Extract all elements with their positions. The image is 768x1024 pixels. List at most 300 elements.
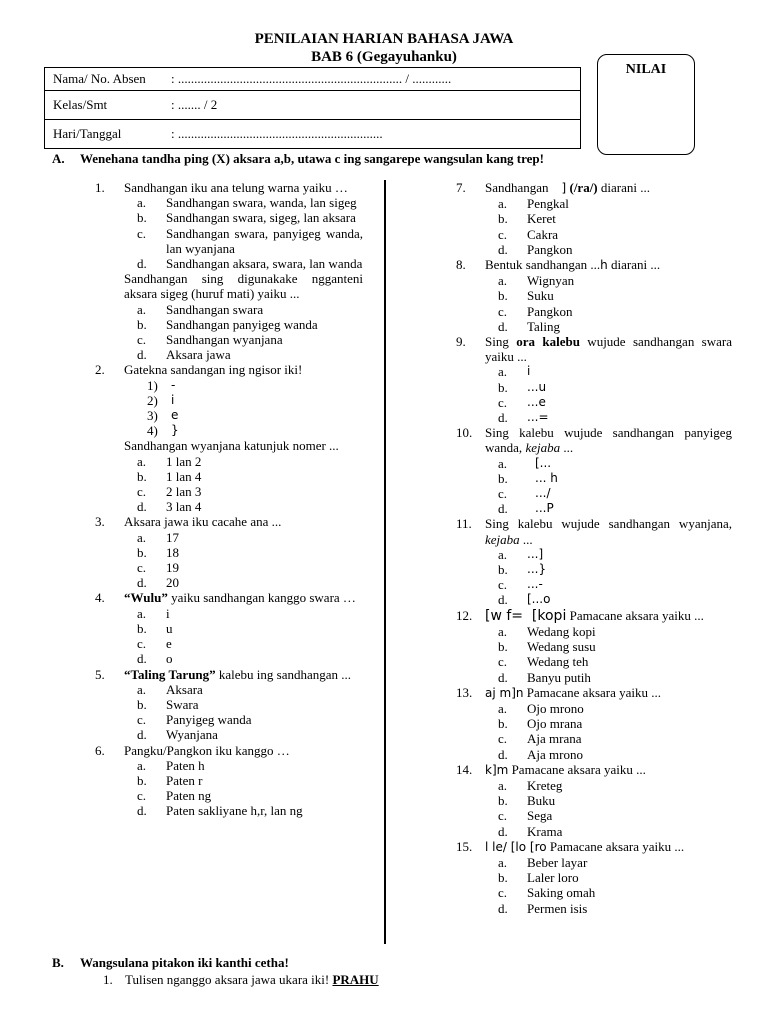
option-letter: d. bbox=[498, 241, 508, 257]
option-letter: c. bbox=[137, 225, 147, 241]
option-letter: c. bbox=[498, 577, 508, 593]
option-letter: c. bbox=[137, 560, 147, 576]
option[interactable] bbox=[95, 697, 363, 712]
option-text: Sandhangan aksara, swara, lan wanda bbox=[166, 256, 363, 272]
question-9 bbox=[456, 334, 732, 425]
option[interactable] bbox=[456, 793, 732, 808]
option-letter: b. bbox=[137, 696, 147, 712]
question-text-rest: wujude sandhangan swara yaiku ... bbox=[485, 334, 732, 365]
question-text-rest: yaiku sandhangan kanggo swara … bbox=[167, 590, 356, 606]
right-column bbox=[456, 180, 732, 916]
javanese-script: l le/ [lo [ro bbox=[485, 839, 547, 854]
option-text: Kreteg bbox=[527, 777, 563, 793]
document-title: PENILAIAN HARIAN BAHASA JAWA bbox=[254, 31, 514, 47]
question-text-rest: Pamacane aksara yaiku ... bbox=[508, 761, 646, 777]
question-text bbox=[485, 257, 732, 273]
option[interactable] bbox=[456, 380, 732, 395]
question-text-rest: diarani ... bbox=[607, 257, 661, 273]
option-letter: d. bbox=[498, 501, 508, 517]
question-number: 4. bbox=[95, 590, 105, 606]
question-text-rest: ... bbox=[560, 440, 574, 456]
option-letter: a. bbox=[137, 195, 147, 211]
left-column bbox=[95, 180, 363, 819]
option-letter: c. bbox=[137, 788, 147, 804]
option-letter: c. bbox=[498, 394, 508, 410]
question-number: 7. bbox=[456, 180, 466, 195]
javanese-script: [... bbox=[535, 455, 552, 470]
option[interactable] bbox=[95, 560, 363, 575]
option[interactable] bbox=[95, 621, 363, 636]
option-text: Keret bbox=[527, 211, 556, 227]
section-a-heading bbox=[52, 151, 544, 167]
sub-item bbox=[95, 393, 363, 408]
column-divider bbox=[384, 180, 386, 944]
option-letter: c. bbox=[498, 486, 508, 502]
option-letter: c. bbox=[137, 332, 147, 348]
question-text-rest: Pamacane aksara yaiku ... bbox=[546, 838, 685, 854]
option[interactable] bbox=[456, 731, 732, 746]
question-text bbox=[485, 516, 732, 546]
option-text: Wedang susu bbox=[527, 639, 596, 655]
option-text: 18 bbox=[166, 544, 179, 560]
option[interactable] bbox=[456, 486, 732, 501]
section-b-instruction: Wangsulana pitakon iki kanthi cetha! bbox=[80, 955, 289, 970]
option-text: 17 bbox=[166, 529, 179, 545]
option-text: Sandhangan panyigeg wanda bbox=[166, 316, 318, 332]
question-text-pre: Sandhangan bbox=[485, 180, 562, 195]
option-letter: a. bbox=[498, 854, 508, 870]
option-letter: a. bbox=[498, 196, 508, 212]
option-text: Wedang teh bbox=[527, 654, 589, 670]
option[interactable] bbox=[456, 288, 732, 303]
option-text: Pengkal bbox=[527, 196, 569, 212]
question-keyword: kejaba bbox=[485, 531, 520, 547]
question-text-rest: Pamacane aksara yaiku ... bbox=[523, 684, 662, 700]
option-letter: b. bbox=[137, 316, 147, 332]
option[interactable] bbox=[456, 211, 732, 226]
option-letter: a. bbox=[498, 623, 508, 639]
question-number: 14. bbox=[456, 761, 473, 777]
javanese-script: .../ bbox=[535, 486, 551, 501]
identity-table bbox=[44, 67, 581, 149]
identity-label: Hari/Tanggal bbox=[53, 126, 122, 141]
option[interactable] bbox=[456, 624, 732, 639]
option-letter: a. bbox=[137, 757, 147, 773]
option[interactable] bbox=[95, 545, 363, 560]
option-letter: b. bbox=[498, 288, 508, 304]
option[interactable] bbox=[456, 855, 732, 870]
option-letter: d. bbox=[137, 575, 147, 591]
option-text: Aksara bbox=[166, 681, 203, 697]
section-b-letter: B. bbox=[52, 955, 64, 970]
option[interactable] bbox=[95, 651, 363, 666]
option[interactable] bbox=[456, 639, 732, 654]
question-keyword: PRAHU bbox=[332, 972, 379, 987]
option-letter: d. bbox=[137, 651, 147, 667]
option[interactable] bbox=[95, 575, 363, 590]
option[interactable] bbox=[95, 332, 363, 347]
option[interactable] bbox=[456, 901, 732, 916]
section-b-heading bbox=[52, 955, 289, 971]
question-text bbox=[485, 334, 732, 364]
option[interactable] bbox=[456, 670, 732, 685]
question-number: 6. bbox=[95, 742, 105, 758]
option-letter: d. bbox=[137, 727, 147, 743]
option[interactable] bbox=[456, 547, 732, 562]
option-text: Banyu putih bbox=[527, 669, 591, 685]
option[interactable] bbox=[95, 302, 363, 317]
option-text: Paten ng bbox=[166, 788, 212, 804]
option[interactable] bbox=[95, 469, 363, 484]
option-letter: b. bbox=[137, 772, 147, 788]
option[interactable] bbox=[456, 364, 732, 379]
question-text: Gatekna sandangan ing ngisor iki! bbox=[124, 362, 303, 378]
option-text: 2 lan 3 bbox=[166, 484, 202, 500]
identity-value: : ............................................................... bbox=[171, 126, 383, 141]
question-text: Sandhangan iku ana telung warna yaiku … bbox=[124, 180, 348, 195]
option-letter: a. bbox=[498, 546, 508, 562]
option[interactable] bbox=[95, 712, 363, 727]
sub-item bbox=[95, 378, 363, 393]
option-text: Wedang kopi bbox=[527, 623, 596, 639]
option-text: Suku bbox=[527, 288, 554, 304]
option-letter: b. bbox=[137, 210, 147, 226]
option-letter: a. bbox=[498, 700, 508, 716]
option[interactable] bbox=[95, 727, 363, 742]
javanese-script: ... h bbox=[535, 470, 558, 485]
javanese-script: ...] bbox=[527, 546, 544, 561]
identity-value: : ....... / 2 bbox=[171, 97, 218, 112]
option-letter: a. bbox=[498, 364, 508, 380]
option[interactable] bbox=[95, 606, 363, 621]
option[interactable] bbox=[456, 654, 732, 669]
sub-item bbox=[95, 408, 363, 423]
score-box[interactable] bbox=[597, 54, 695, 155]
option-letter: b. bbox=[498, 470, 508, 486]
question-text bbox=[485, 608, 732, 624]
option-text: 19 bbox=[166, 560, 179, 576]
question-text-rest: diarani ... bbox=[597, 180, 650, 195]
question-14 bbox=[456, 762, 732, 839]
option[interactable] bbox=[95, 499, 363, 514]
question-1 bbox=[95, 180, 363, 362]
question-text: Aksara jawa iku cacahe ana ... bbox=[124, 514, 282, 530]
option[interactable] bbox=[95, 530, 363, 545]
sub-item-number: 2) bbox=[147, 392, 158, 408]
sub-item-number: 1) bbox=[147, 377, 158, 393]
identity-label: Kelas/Smt bbox=[53, 97, 108, 112]
question-text-main: Sing kalebu wujude sandhangan panyigeg wanda, bbox=[485, 425, 732, 456]
question-text: Pangku/Pangkon iku kanggo … bbox=[124, 742, 290, 758]
option-letter: a. bbox=[498, 273, 508, 289]
question-text bbox=[124, 667, 363, 682]
option-letter: c. bbox=[498, 226, 508, 242]
javanese-script: ...- bbox=[527, 577, 543, 592]
option[interactable] bbox=[95, 788, 363, 803]
option-text: Sandhangan swara bbox=[166, 301, 264, 317]
option[interactable] bbox=[456, 808, 732, 823]
question-text-rest: ... bbox=[519, 531, 533, 547]
option-letter: c. bbox=[137, 484, 147, 500]
option-letter: d. bbox=[137, 499, 147, 515]
question-11 bbox=[456, 516, 732, 607]
option-text: Pangkon bbox=[527, 303, 573, 319]
javanese-script: ...u bbox=[527, 379, 547, 394]
option[interactable] bbox=[456, 885, 732, 900]
option[interactable] bbox=[456, 716, 732, 731]
option-letter: a. bbox=[137, 453, 147, 469]
javanese-script: h bbox=[600, 258, 608, 273]
option-text: i bbox=[166, 605, 170, 621]
option[interactable] bbox=[456, 747, 732, 762]
question-keyword: ora kalebu bbox=[516, 334, 580, 350]
option-text: Wignyan bbox=[527, 273, 575, 289]
option-letter: d. bbox=[498, 669, 508, 685]
identity-row-name bbox=[45, 68, 581, 91]
option-text: Aksara jawa bbox=[166, 347, 231, 363]
identity-name-field[interactable] bbox=[45, 68, 581, 91]
question-text-rest: kalebu ing sandhangan ... bbox=[215, 666, 352, 682]
score-label: NILAI bbox=[625, 62, 667, 77]
option-letter: b. bbox=[498, 639, 508, 655]
option[interactable] bbox=[95, 773, 363, 788]
option-text: Sandhangan wyanjana bbox=[166, 332, 283, 348]
option-letter: d. bbox=[498, 746, 508, 762]
option[interactable] bbox=[95, 256, 363, 271]
javanese-script: ...= bbox=[527, 410, 549, 425]
option-letter: d. bbox=[498, 900, 508, 916]
option-text: 1 lan 2 bbox=[166, 453, 202, 469]
question-text bbox=[124, 590, 363, 605]
option[interactable] bbox=[95, 682, 363, 697]
option[interactable] bbox=[95, 226, 363, 256]
option[interactable] bbox=[456, 319, 732, 334]
javanese-script: i bbox=[527, 364, 531, 379]
option-letter: c. bbox=[137, 636, 147, 652]
option-text: Aja mrana bbox=[527, 731, 582, 747]
question-text: Tulisen nganggo aksara jawa ukara iki! bbox=[125, 972, 333, 987]
option[interactable] bbox=[456, 273, 732, 288]
option-letter: d. bbox=[137, 803, 147, 819]
question-number: 10. bbox=[456, 425, 473, 441]
option-letter: a. bbox=[137, 529, 147, 545]
option-text: Paten r bbox=[166, 772, 203, 788]
option-text: Paten sakliyane h,r, lan ng bbox=[166, 803, 303, 819]
option-text: 20 bbox=[166, 575, 179, 591]
option-letter: b. bbox=[137, 468, 147, 484]
question-2 bbox=[95, 362, 363, 514]
option[interactable] bbox=[456, 501, 732, 516]
option[interactable] bbox=[456, 196, 732, 211]
option[interactable] bbox=[456, 701, 732, 716]
question-12 bbox=[456, 608, 732, 685]
option-text: Pangkon bbox=[527, 241, 573, 257]
javanese-script: e bbox=[171, 408, 179, 423]
question-text-continued: Sandhangan sing digunakake ngganteni aksara sigeg (huruf mati) yaiku ... bbox=[124, 271, 363, 302]
option-letter: d. bbox=[137, 347, 147, 363]
question-text bbox=[485, 762, 732, 778]
option-text: Sandhangan swara, wanda, lan sigeg bbox=[166, 195, 357, 211]
question-number: 9. bbox=[456, 334, 466, 350]
option[interactable] bbox=[456, 304, 732, 319]
javanese-script: ...e bbox=[527, 394, 546, 409]
question-4 bbox=[95, 590, 363, 666]
option-text: Ojo mrono bbox=[527, 700, 584, 716]
document-subtitle: BAB 6 (Gegayuhanku) bbox=[311, 49, 457, 65]
option[interactable] bbox=[95, 803, 363, 818]
option-letter: b. bbox=[498, 793, 508, 809]
option-text: Paten h bbox=[166, 757, 205, 773]
question-text bbox=[485, 839, 732, 855]
question-8 bbox=[456, 257, 732, 334]
sub-item-number: 3) bbox=[147, 408, 158, 424]
option-text: Sandhangan swara, sigeg, lan aksara bbox=[166, 210, 356, 226]
option-letter: d. bbox=[137, 256, 147, 272]
option-letter: d. bbox=[498, 410, 508, 426]
identity-date-field[interactable] bbox=[45, 120, 581, 149]
option-text: Sega bbox=[527, 808, 553, 824]
option-text: Panyigeg wanda bbox=[166, 712, 252, 728]
option-letter: a. bbox=[137, 605, 147, 621]
option-letter: a. bbox=[137, 301, 147, 317]
question-15 bbox=[456, 839, 732, 916]
option-letter: b. bbox=[137, 544, 147, 560]
option-text: 3 lan 4 bbox=[166, 499, 202, 515]
option-letter: b. bbox=[137, 620, 147, 636]
identity-class-field[interactable] bbox=[45, 91, 581, 120]
option-letter: c. bbox=[498, 808, 508, 824]
javanese-script: } bbox=[171, 423, 179, 438]
question-number: 15. bbox=[456, 838, 473, 854]
javanese-script: aj m]n bbox=[485, 685, 524, 700]
option-text: o bbox=[166, 651, 173, 667]
option[interactable] bbox=[456, 562, 732, 577]
question-keyword: “Wulu” bbox=[124, 590, 168, 606]
question-13 bbox=[456, 685, 732, 762]
question-number: 1. bbox=[103, 972, 113, 987]
question-6 bbox=[95, 743, 363, 819]
question-number: 3. bbox=[95, 514, 105, 530]
question-7 bbox=[456, 180, 732, 257]
identity-value: : ..................................................................... / ............ bbox=[171, 71, 452, 86]
option[interactable] bbox=[95, 317, 363, 332]
question-text bbox=[485, 425, 732, 455]
option-text: Aja mrono bbox=[527, 746, 583, 762]
option[interactable] bbox=[456, 824, 732, 839]
option[interactable] bbox=[95, 758, 363, 773]
identity-row-date bbox=[45, 120, 581, 149]
question-number: 1. bbox=[95, 180, 105, 195]
option-letter: d. bbox=[498, 823, 508, 839]
option[interactable] bbox=[456, 592, 732, 607]
option-letter: b. bbox=[498, 716, 508, 732]
option-letter: d. bbox=[498, 592, 508, 608]
javanese-script: ...P bbox=[535, 501, 554, 516]
sub-item-number: 4) bbox=[147, 423, 158, 439]
option-text: Saking omah bbox=[527, 885, 596, 901]
option-letter: c. bbox=[498, 731, 508, 747]
javanese-script: k]m bbox=[485, 762, 509, 777]
option[interactable] bbox=[95, 210, 363, 225]
option-text: Swara bbox=[166, 696, 199, 712]
option-text: Beber layar bbox=[527, 854, 588, 870]
sub-item bbox=[95, 423, 363, 438]
option-text: Krama bbox=[527, 823, 563, 839]
option-letter: b. bbox=[498, 379, 508, 395]
question-number: 2. bbox=[95, 362, 105, 378]
question-keyword: kejaba bbox=[525, 440, 561, 456]
question-keyword: (/ra/) bbox=[566, 180, 598, 195]
option-text: Cakra bbox=[527, 226, 559, 242]
option[interactable] bbox=[456, 456, 732, 471]
javanese-script: i bbox=[171, 392, 175, 407]
option-text: Permen isis bbox=[527, 900, 588, 916]
option-text: 1 lan 4 bbox=[166, 468, 202, 484]
option-letter: b. bbox=[498, 562, 508, 578]
option[interactable] bbox=[456, 778, 732, 793]
option[interactable] bbox=[95, 347, 363, 362]
option-letter: a. bbox=[137, 681, 147, 697]
javanese-script: ] bbox=[561, 181, 567, 195]
option-letter: b. bbox=[498, 211, 508, 227]
question-number: 8. bbox=[456, 257, 466, 273]
option[interactable] bbox=[456, 227, 732, 242]
javanese-script: [w f= [kopi bbox=[485, 607, 567, 624]
option-letter: d. bbox=[498, 318, 508, 334]
section-b-question-1 bbox=[103, 972, 379, 988]
option-text: u bbox=[166, 620, 173, 636]
option[interactable] bbox=[456, 471, 732, 486]
option[interactable] bbox=[456, 410, 732, 425]
question-text bbox=[485, 685, 732, 701]
question-text-main: Sing kalebu wujude sandhangan wyanjana, bbox=[485, 516, 732, 532]
question-text-rest: Pamacane aksara yaiku ... bbox=[566, 607, 704, 623]
option-letter: c. bbox=[498, 885, 508, 901]
section-a-instruction: Wenehana tandha ping (X) aksara a,b, utawa c ing sangarepe wangsulan kang trep! bbox=[80, 151, 544, 166]
question-number: 13. bbox=[456, 684, 473, 700]
option-text: Ojo mrana bbox=[527, 716, 583, 732]
option[interactable] bbox=[456, 395, 732, 410]
option-text: Buku bbox=[527, 793, 556, 809]
question-number: 12. bbox=[456, 607, 473, 623]
option-text: Sandhangan swara, panyigeg wanda, lan wyanjana bbox=[166, 225, 363, 256]
option[interactable] bbox=[95, 454, 363, 469]
option[interactable] bbox=[95, 636, 363, 651]
option-text: Taling bbox=[527, 318, 561, 334]
option-text: Wyanjana bbox=[166, 727, 218, 743]
option[interactable] bbox=[456, 870, 732, 885]
option[interactable] bbox=[456, 577, 732, 592]
section-a-letter: A. bbox=[52, 151, 65, 166]
question-text-continued: Sandhangan wyanjana katunjuk nomer ... bbox=[124, 438, 339, 454]
question-text-pre: Bentuk sandhangan ... bbox=[485, 257, 601, 273]
question-number: 5. bbox=[95, 666, 105, 682]
question-10 bbox=[456, 425, 732, 516]
option[interactable] bbox=[95, 195, 363, 210]
question-number: 11. bbox=[456, 516, 472, 532]
option-letter: b. bbox=[498, 870, 508, 886]
question-keyword: “Taling Tarung” bbox=[124, 666, 216, 682]
option-letter: a. bbox=[498, 777, 508, 793]
javanese-script: ...} bbox=[527, 562, 547, 577]
option[interactable] bbox=[456, 242, 732, 257]
javanese-script: - bbox=[171, 377, 176, 392]
option-letter: a. bbox=[498, 455, 508, 471]
option[interactable] bbox=[95, 484, 363, 499]
question-5 bbox=[95, 667, 363, 743]
option-letter: c. bbox=[137, 712, 147, 728]
option-text: e bbox=[166, 636, 172, 652]
